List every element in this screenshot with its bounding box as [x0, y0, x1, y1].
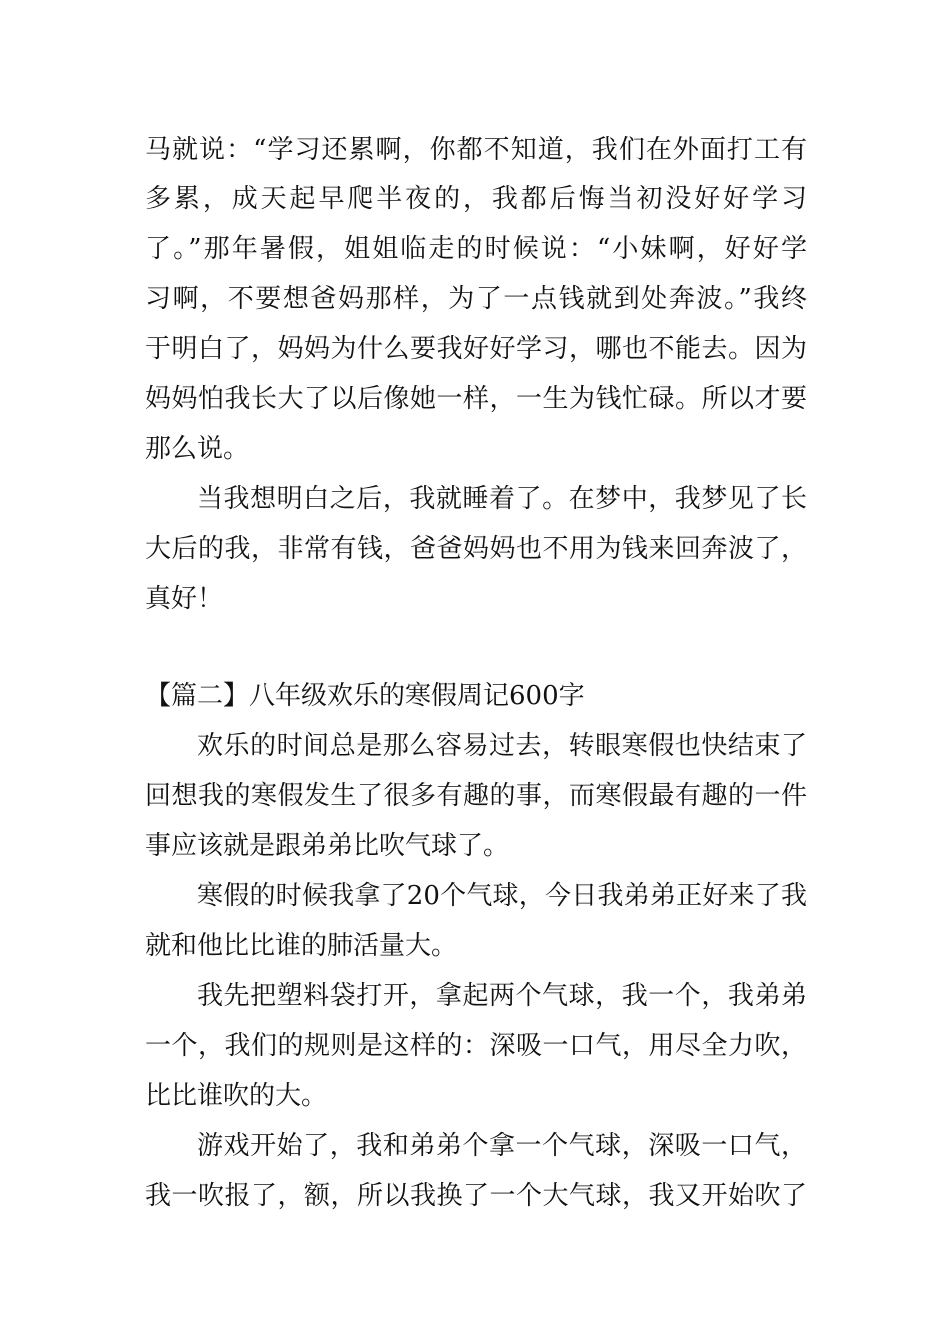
- paragraph-line: 马就说：“学习还累啊，你都不知道，我们在外面打工有: [145, 135, 807, 165]
- paragraph-line: 妈妈怕我长大了以后像她一样，一生为钱忙碌。所以才要: [145, 384, 807, 414]
- paragraph-line: 一个，我们的规则是这样的：深吸一口气，用尽全力吹，: [145, 1031, 807, 1061]
- paragraph-line: 我一吹报了，额，所以我换了一个大气球，我又开始吹了: [145, 1181, 807, 1211]
- paragraph-line: 我先把塑料袋打开，拿起两个气球，我一个，我弟弟: [197, 981, 807, 1011]
- paragraph-line: 习啊，不要想爸妈那样，为了一点钱就到处奔波。”我终: [145, 284, 807, 314]
- section-title: 【篇二】八年级欢乐的寒假周记600字: [145, 681, 585, 711]
- paragraph-line: 真好！: [145, 584, 224, 614]
- paragraph-line: 多累，成天起早爬半夜的，我都后悔当初没好好学习: [145, 184, 807, 214]
- paragraph-line: 事应该就是跟弟弟比吹气球了。: [145, 831, 510, 861]
- paragraph-line: 就和他比比谁的肺活量大。: [145, 931, 458, 961]
- paragraph-line: 寒假的时候我拿了20个气球，今日我弟弟正好来了我: [197, 881, 807, 911]
- paragraph-line: 那么说。: [145, 434, 250, 464]
- paragraph-line: 当我想明白之后，我就睡着了。在梦中，我梦见了长: [197, 484, 807, 514]
- paragraph-line: 大后的我，非常有钱，爸爸妈妈也不用为钱来回奔波了，: [145, 534, 807, 564]
- paragraph-line: 游戏开始了，我和弟弟个拿一个气球，深吸一口气，: [197, 1131, 807, 1161]
- paragraph-line: 于明白了，妈妈为什么要我好好学习，哪也不能去。因为: [145, 334, 807, 364]
- paragraph-line: 欢乐的时间总是那么容易过去，转眼寒假也快结束了: [197, 731, 807, 761]
- paragraph-line: 比比谁吹的大。: [145, 1081, 328, 1111]
- paragraph-line: 回想我的寒假发生了很多有趣的事，而寒假最有趣的一件: [145, 781, 807, 811]
- paragraph-line: 了。”那年暑假，姐姐临走的时候说：“小妹啊，好好学: [145, 234, 807, 264]
